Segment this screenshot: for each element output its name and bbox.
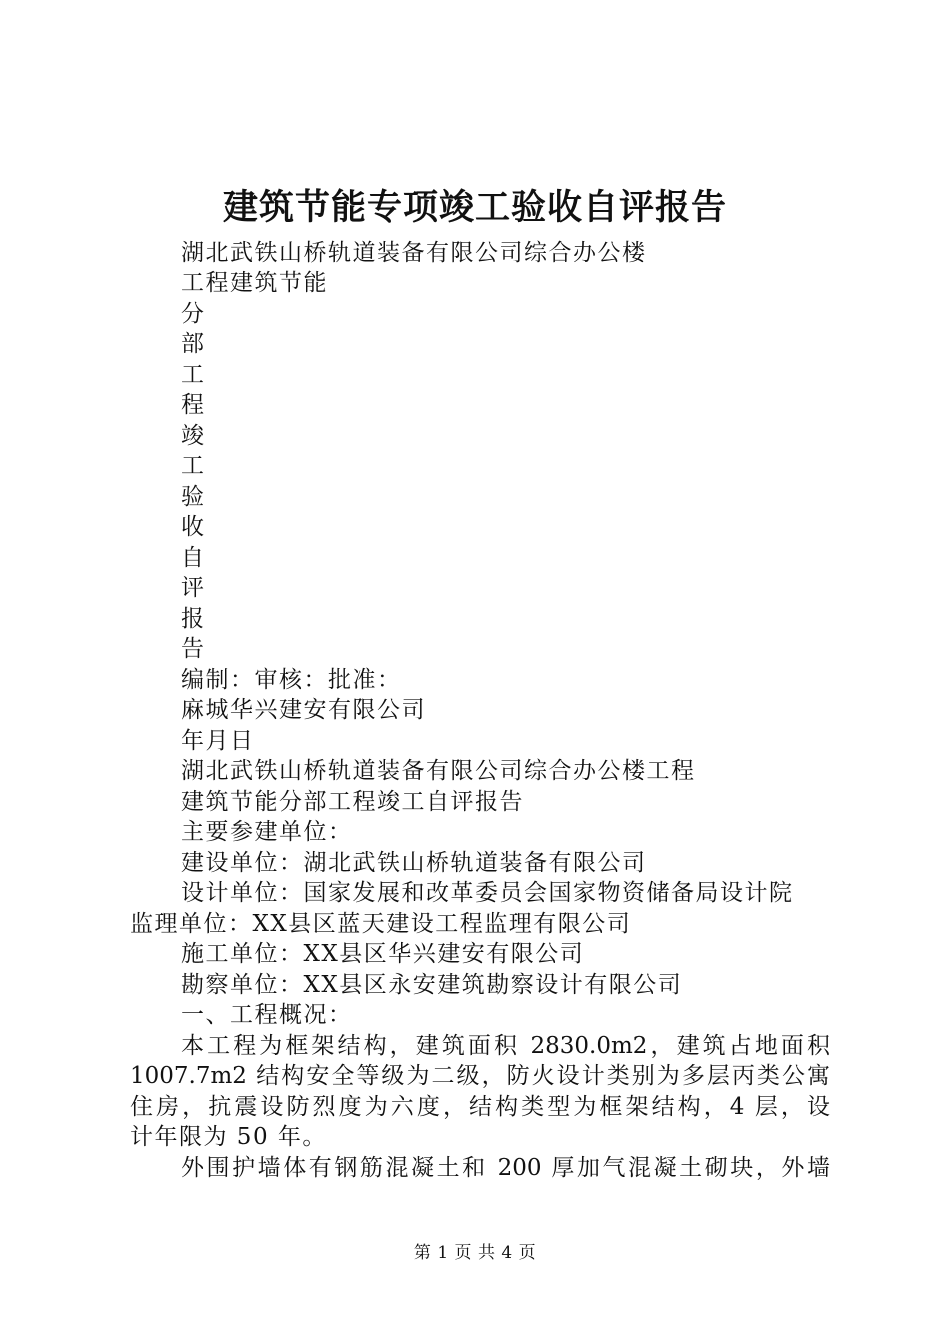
company-name: 麻城华兴建安有限公司 xyxy=(181,697,426,723)
vertical-char: 告 xyxy=(181,636,206,662)
vertical-char: 报 xyxy=(181,606,206,632)
vertical-char: 收 xyxy=(181,514,206,540)
paragraph-line: 外围护墙体有钢筋混凝土和 200 厚加气混凝土砌块，外墙 xyxy=(181,1155,830,1181)
date-line: 年月日 xyxy=(181,728,255,754)
vertical-char: 验 xyxy=(181,484,206,510)
paragraph-line: 住房，抗震设防烈度为六度，结构类型为框架结构，4 层，设 xyxy=(130,1094,830,1120)
participants-heading: 主要参建单位： xyxy=(181,819,353,845)
vertical-char: 竣 xyxy=(181,423,206,449)
participant-supervision: 监理单位：XX县区蓝天建设工程监理有限公司 xyxy=(130,911,632,937)
vertical-char: 工 xyxy=(181,453,206,479)
participant-builder: 施工单位：XX县区华兴建安有限公司 xyxy=(181,941,585,967)
paragraph-line: 计年限为 50 年。 xyxy=(130,1124,327,1150)
page-number-footer: 第 1 页 共 4 页 xyxy=(413,1243,537,1263)
vertical-char: 部 xyxy=(181,331,206,357)
vertical-char: 评 xyxy=(181,575,206,601)
vertical-char: 工 xyxy=(181,362,206,388)
participant-design: 设计单位：国家发展和改革委员会国家物资储备局设计院 xyxy=(181,880,794,906)
participant-construction: 建设单位：湖北武铁山桥轨道装备有限公司 xyxy=(181,850,647,876)
cover-line-1: 湖北武铁山桥轨道装备有限公司综合办公楼 xyxy=(181,240,647,266)
vertical-char: 自 xyxy=(181,545,206,571)
participant-survey: 勘察单位：XX县区永安建筑勘察设计有限公司 xyxy=(181,972,683,998)
report-heading-2: 建筑节能分部工程竣工自评报告 xyxy=(181,789,524,815)
vertical-char: 分 xyxy=(181,301,206,327)
report-heading-1: 湖北武铁山桥轨道装备有限公司综合办公楼工程 xyxy=(181,758,696,784)
paragraph-line: 1007.7m2 结构安全等级为二级，防火设计类别为多层丙类公寓 xyxy=(130,1063,830,1089)
cover-line-2: 工程建筑节能 xyxy=(181,270,328,296)
vertical-char: 程 xyxy=(181,392,206,418)
paragraph-line: 本工程为框架结构，建筑面积 2830.0m2，建筑占地面积 xyxy=(181,1033,830,1059)
section-heading: 一、工程概况： xyxy=(181,1002,353,1028)
signature-line: 编制：审核：批准： xyxy=(181,667,402,693)
document-title: 建筑节能专项竣工验收自评报告 xyxy=(222,187,727,228)
